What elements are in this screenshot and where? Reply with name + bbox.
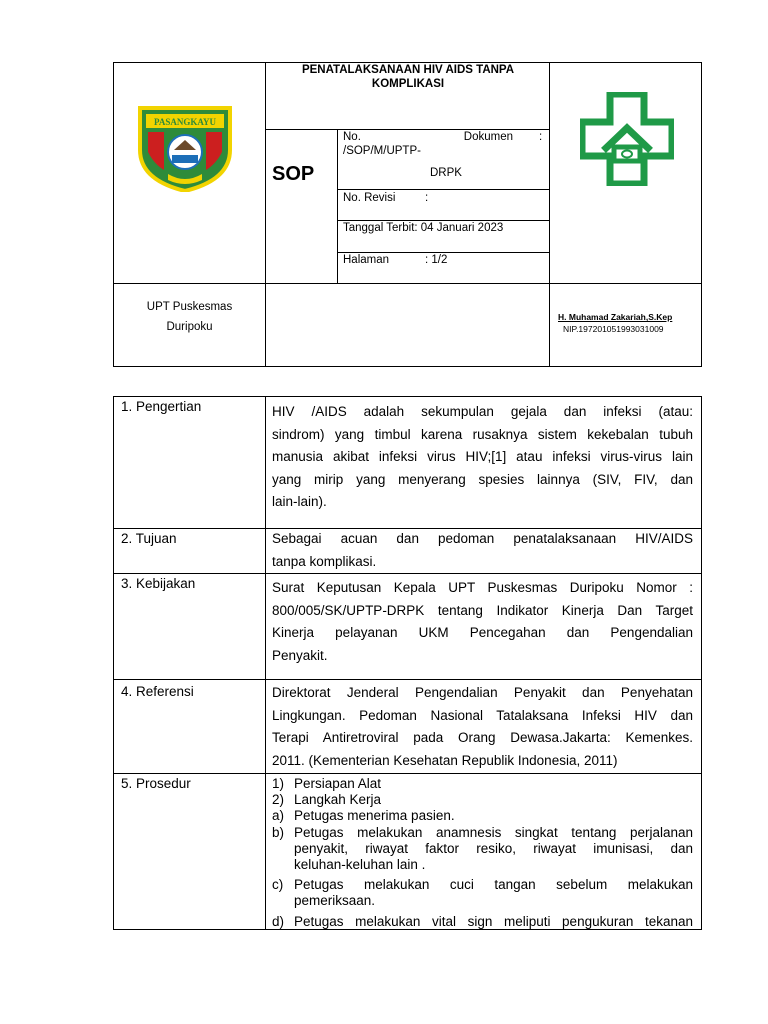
list-marker: d) bbox=[272, 913, 285, 929]
text-line: sindrom) yang timbul karena rusaknya sistem kekebalan tubuh bbox=[272, 426, 693, 442]
sop-label: SOP bbox=[272, 163, 315, 185]
doc-number-value-2: DRPK bbox=[430, 167, 462, 179]
text-line: lain-lain). bbox=[272, 494, 327, 510]
list-marker: b) bbox=[272, 824, 285, 840]
health-center-logo bbox=[580, 92, 674, 186]
text-line: HIV /AIDS adalah sekumpulan gejala dan infeksi (atau: bbox=[272, 404, 693, 419]
text-line: Kinerja pelayanan UKM Pencegahan dan Pengendalian bbox=[272, 625, 693, 641]
list-item-text: Langkah Kerja bbox=[294, 792, 382, 808]
list-item bbox=[272, 776, 693, 792]
organization-name bbox=[114, 297, 265, 337]
section-label-referensi: 4. Referensi bbox=[121, 684, 194, 699]
revision-colon: : bbox=[425, 192, 429, 204]
text-line: Sebagai acuan dan pedoman penatalaksanaan HIV/AIDS bbox=[272, 531, 693, 546]
document-title: PENATALAKSANAAN HIV AIDS TANPA KOMPLIKASI bbox=[301, 64, 515, 90]
pasangkayu-shield-logo bbox=[134, 100, 236, 192]
prosedur-list bbox=[272, 776, 693, 930]
pengertian-text bbox=[272, 401, 693, 514]
signer-name: H. Muhamad Zakariah,S.Kep bbox=[558, 312, 673, 322]
section-label-prosedur: 5. Prosedur bbox=[121, 776, 191, 791]
signer-nip: NIP.197201051993031009 bbox=[563, 324, 664, 334]
organization-name-line-1: UPT Puskesmas bbox=[146, 301, 233, 313]
list-item bbox=[272, 877, 693, 909]
revision-label: No. Revisi bbox=[343, 192, 396, 204]
page-label: Halaman bbox=[343, 254, 390, 266]
text-line: manusia akibat infeksi virus HIV;[1] atau infeksi virus-virus lain bbox=[272, 449, 693, 465]
list-marker: a) bbox=[272, 808, 285, 824]
list-marker: 2) bbox=[272, 792, 285, 808]
text-line: Surat Keputusan Kepala UPT Puskesmas Duripoku Nomor : bbox=[272, 580, 693, 595]
referensi-text bbox=[272, 682, 693, 772]
shield-banner-text: PASANGKAYU bbox=[153, 117, 217, 127]
doc-number-colon: : bbox=[539, 131, 543, 143]
tujuan-text bbox=[272, 528, 693, 573]
list-item-text: Persiapan Alat bbox=[294, 776, 382, 791]
list-item-text: Petugas menerima pasien. bbox=[294, 808, 455, 824]
page-value: : 1/2 bbox=[425, 254, 448, 266]
list-marker: 1) bbox=[272, 776, 285, 791]
section-label-pengertian: 1. Pengertian bbox=[121, 399, 202, 414]
list-item bbox=[272, 825, 693, 874]
text-line: Penyakit. bbox=[272, 647, 328, 663]
organization-name-line-2: Duripoku bbox=[166, 321, 213, 333]
list-item-text: keluhan-keluhan lain . bbox=[294, 857, 426, 873]
list-item bbox=[272, 792, 693, 808]
list-item-text: pemeriksaan. bbox=[294, 893, 376, 909]
kebijakan-text bbox=[272, 577, 693, 667]
list-item-text: Petugas melakukan cuci tangan sebelum melakukan bbox=[294, 877, 693, 893]
text-line: Direktorat Jenderal Pengendalian Penyakit dan Penyehatan bbox=[272, 685, 693, 700]
text-line: tanpa komplikasi. bbox=[272, 553, 377, 569]
text-line: Terapi Antiretroviral pada Orang Dewasa.Jakarta: Kemenkes. bbox=[272, 730, 693, 746]
section-label-kebijakan: 3. Kebijakan bbox=[121, 576, 196, 591]
text-line: 800/005/SK/UPTP-DRPK tentang Indikator Kinerja Dan Target bbox=[272, 602, 693, 618]
doc-number-value-1: /SOP/M/UPTP- bbox=[343, 145, 421, 157]
section-label-tujuan: 2. Tujuan bbox=[121, 531, 177, 546]
text-line: Lingkungan. Pedoman Nasional Tatalaksana Infeksi HIV dan bbox=[272, 707, 693, 723]
list-item-text: penyakit, riwayat faktor resiko, riwayat imunisasi, dan bbox=[294, 840, 693, 856]
list-item-text: Petugas melakukan vital sign meliputi pengukuran tekanan bbox=[294, 913, 693, 929]
doc-number-label: No. Dokumen bbox=[343, 131, 513, 143]
list-item bbox=[272, 914, 693, 930]
list-item bbox=[272, 808, 693, 824]
text-line: yang mirip yang menyerang spesies lainnya (SIV, FIV, dan bbox=[272, 471, 693, 487]
text-line: 2011. (Kementerian Kesehatan Republik Indonesia, 2011) bbox=[272, 752, 618, 768]
list-marker: c) bbox=[272, 877, 284, 893]
list-item-text: Petugas melakukan anamnesis singkat tentang perjalanan bbox=[294, 824, 693, 840]
issue-date: Tanggal Terbit: 04 Januari 2023 bbox=[343, 222, 504, 234]
